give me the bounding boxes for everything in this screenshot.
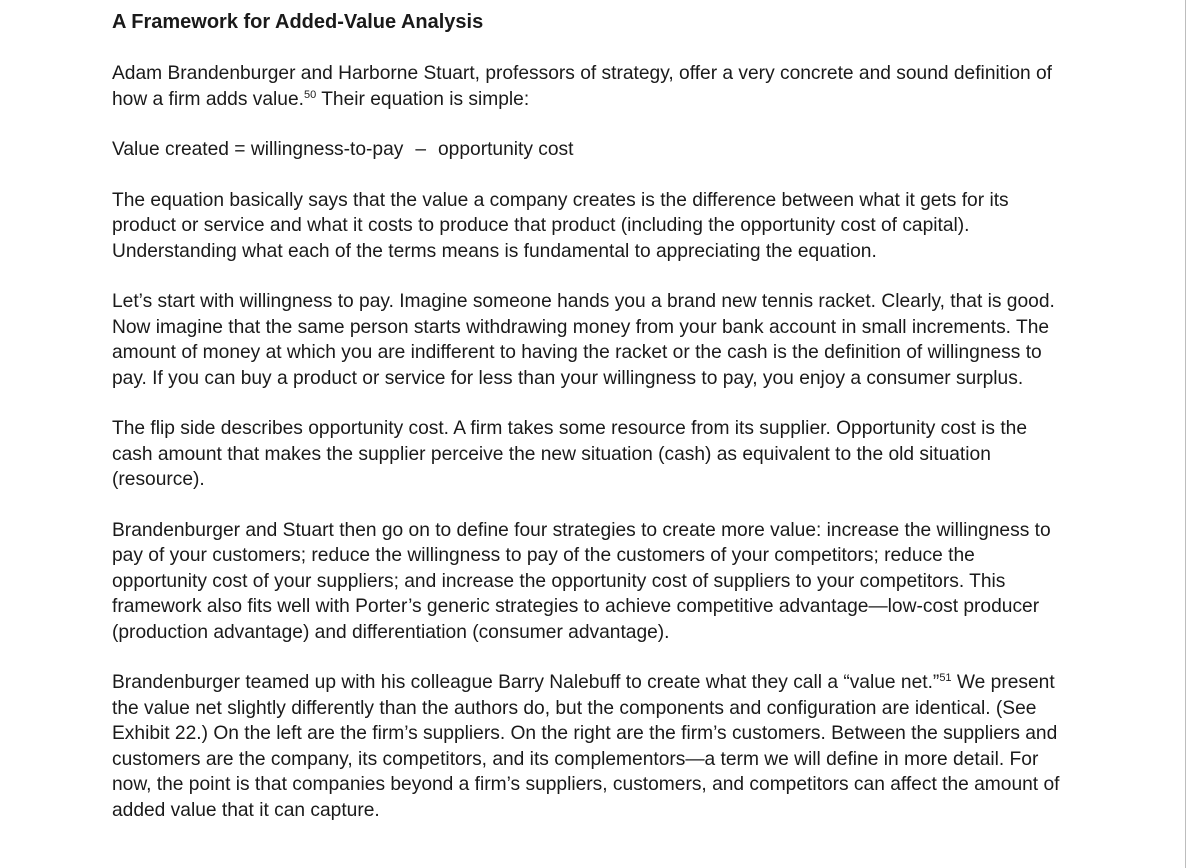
page-edge-divider (1185, 0, 1186, 868)
document-body (112, 10, 1062, 848)
equation-minus: – (415, 139, 427, 160)
equation-right: opportunity cost (438, 139, 574, 160)
paragraph-four-strategies: Brandenburger and Stuart then go on to define four strategies to create more value: increase the willingness to pay of your customers; reduce the willingness to pay of the customers of your competitors; reduce the opportunity cost of your suppliers; and increase the opportunity cost of suppliers to your competitors. This framework also fits well with Porter’s generic strategies to achieve competitive advantage—low-cost producer (production advantage) and differentiation (consumer advantage). (112, 519, 1051, 643)
footnote-ref-51: 51 (939, 672, 952, 684)
paragraph-intro (112, 61, 1062, 112)
paragraph-intro-text: Adam Brandenburger and Harborne Stuart, professors of strategy, offer a very concrete and sound definition of how a firm adds value. (112, 63, 1053, 110)
value-equation (112, 137, 1062, 163)
equation-left: Value created = willingness-to-pay (112, 139, 404, 160)
paragraph-opportunity-cost: The flip side describes opportunity cost. A firm takes some resource from its supplier. Opportunity cost is the cash amount that makes the supplier perceive the new situation (cash) as equivalent to the old situation (resource). (112, 418, 1028, 490)
paragraph-value-net-text-end: We present the value net slightly differently than the authors do, but the components and configuration are identical. (See Exhibit 22.) On the left are the firm’s suppliers. On the right are the firm’s customers. Between the suppliers and customers are the company, its competitors, and its complementors—a term we will define in more detail. For now, the point is that companies beyond a firm’s suppliers, customers, and competitors can affect the amount of added value that it can capture. (112, 672, 1060, 821)
paragraph-value-net (112, 670, 1062, 823)
paragraph-value-net-text: Brandenburger teamed up with his colleague Barry Nalebuff to create what they call a “value net.” (112, 672, 940, 693)
paragraph-willingness-to-pay: Let’s start with willingness to pay. Imagine someone hands you a brand new tennis racket. Clearly, that is good. Now imagine that the same person starts withdrawing money from your bank account in small increments. The amount of money at which you are indifferent to having the racket or the cash is the definition of willingness to pay. If you can buy a product or service for less than your willingness to pay, you enjoy a consumer surplus. (112, 291, 1055, 389)
paragraph-intro-text-end: Their equation is simple: (316, 88, 530, 110)
section-heading: A Framework for Added-Value Analysis (112, 11, 484, 33)
footnote-ref-50: 50 (303, 88, 317, 101)
paragraph-equation-explained: The equation basically says that the value a company creates is the difference between what it gets for its product or service and what it costs to produce that product (including the opportunity cost of capital). Understanding what each of the terms means is fundamental to appreciating the equation. (112, 189, 1009, 262)
